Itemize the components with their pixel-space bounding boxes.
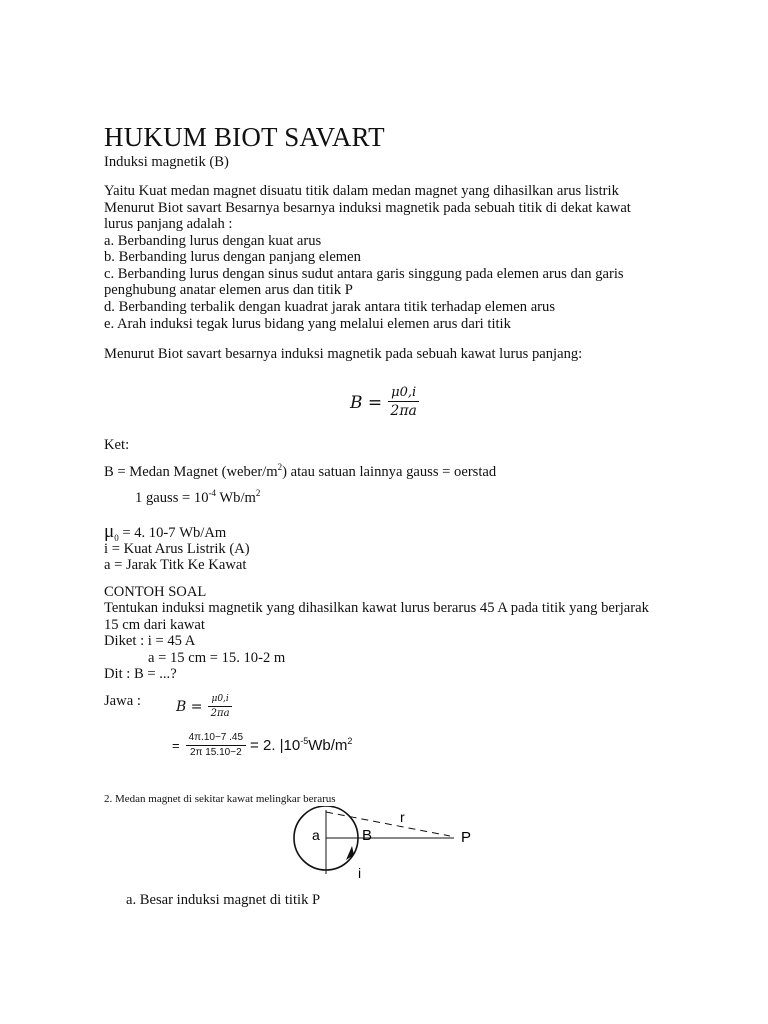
formula-fraction [388,385,419,420]
calc-equals: = [172,738,180,753]
intro-line-2: Menurut Biot savart Besarnya besarnya induksi magnetik pada sebuah titik di dekat kawat [104,200,631,216]
jawab-formula-fraction [208,694,231,720]
calc-result: = 2. $|10^{-5}Wb/m^2$ [250,736,353,754]
menurut-line: Menurut Biot savart besarnya induksi magnetik pada sebuah kawat lurus panjang: [104,346,583,362]
list-item-b: b. Berbanding lurus dengan panjang elemen [104,249,361,265]
label-r: r [400,809,405,825]
intro-line-1: Yaitu Kuat medan magnet disuatu titik dalam medan magnet yang dihasilkan arus listrik [104,183,619,199]
contoh-question-2: 15 cm dari kawat [104,617,205,633]
section2-heading: 2. Medan magnet di sekitar kawat melingkar berarus [104,793,336,805]
jawab-label: Jawa : [104,693,141,709]
jawab-formula-lhs: B = [176,699,203,715]
label-P: P [461,829,472,846]
jawab-formula [176,694,232,720]
formula-numerator: μ0,i [388,385,419,402]
calculation [172,732,352,759]
calc-fraction [186,732,246,759]
jawab-formula-numerator: μ0,i [208,694,231,707]
calc-denominator: 2π 15.10−2 [189,747,242,758]
list-item-c: c. Berbanding lurus dengan sinus sudut antara garis singgung pada elemen arus dan garis [104,266,624,282]
circular-wire-diagram [284,806,504,886]
label-B: B [362,827,373,844]
ket-a-line: a = Jarak Titk Ke Kawat [104,557,247,573]
ket-i-line: i = Kuat Arus Listrik (A) [104,541,250,557]
contoh-heading: CONTOH SOAL [104,584,207,600]
formula-lhs: B = [350,392,383,413]
page-title: HUKUM BIOT SAVART [104,122,385,152]
calc-numerator: 4π.10−7 .45 [186,732,246,746]
jawab-formula-denominator: 2πa [210,708,230,719]
intro-line-3: lurus panjang adalah : [104,216,233,232]
list-item-d: d. Berbanding terbalik dengan kuadrat jarak antara titik terhadap elemen arus [104,299,556,315]
label-i: i [358,865,362,881]
diket-line-1: Diket : i = 45 A [104,633,196,649]
label-a: a [312,827,320,843]
formula-denominator: 2πa [390,403,417,419]
biot-savart-formula [350,385,419,420]
distance-r-line [326,812,450,836]
ket-gauss-line: 1 gauss = $10^{-4}$ $Wb/m^2$ [135,488,261,506]
ket-label: Ket: [104,437,130,453]
ket-b-line: B = Medan Magnet $(weber/m^2)$ atau satuan lainnya gauss = oerstad [104,462,497,480]
item-a: a. Besar induksi magnet di titik P [126,892,321,908]
list-item-c-cont: penghubung anatar elemen arus dan titik P [104,282,353,298]
subtitle: Induksi magnetik (B) [104,154,229,170]
current-arrow-icon [346,846,354,860]
list-item-e: e. Arah induksi tegak lurus bidang yang melalui elemen arus dari titik [104,316,511,332]
list-item-a: a. Berbanding lurus dengan kuat arus [104,233,322,249]
contoh-question-1: Tentukan induksi magnetik yang dihasilkan kawat lurus berarus 45 A pada titik yang berjarak [104,600,649,616]
ket-mu-line: $\mu_0 = 4$. 10-7 Wb/Am [104,521,227,543]
diket-line-2: a = 15 cm = 15. 10-2 m [148,650,286,666]
dit-line: Dit : B = ...? [104,666,177,682]
